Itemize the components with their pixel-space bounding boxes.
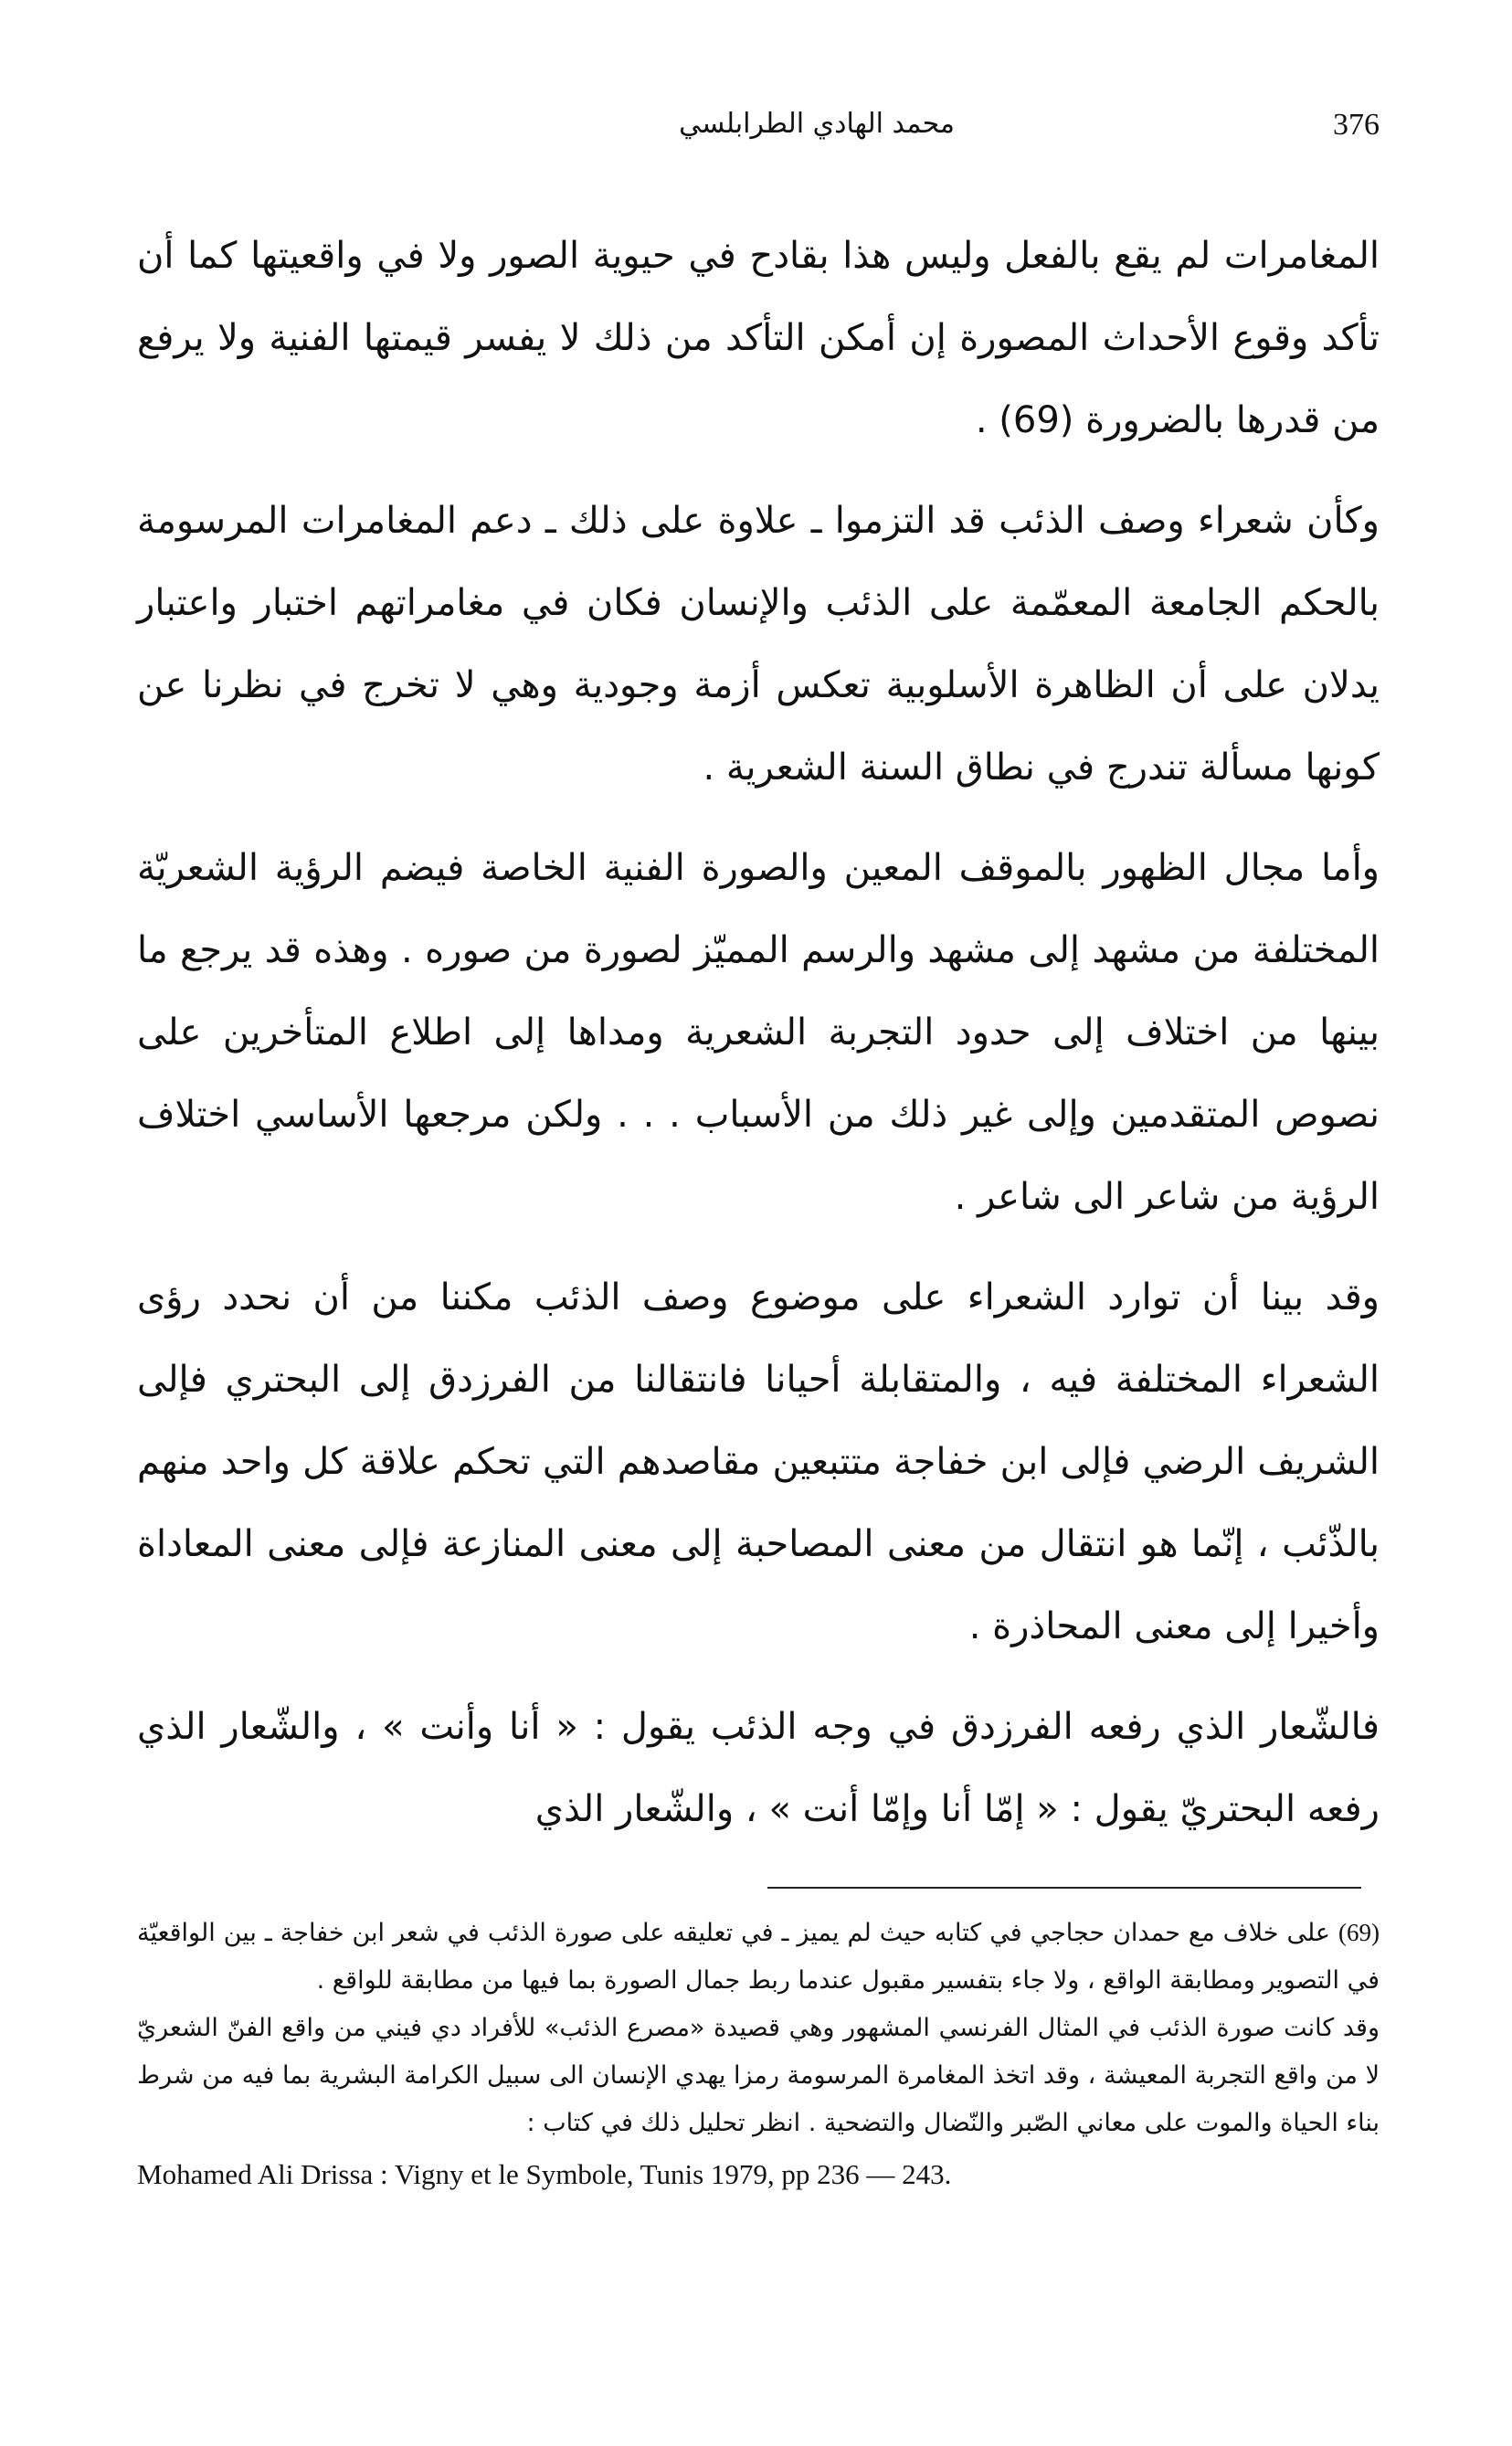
- book-page: [137, 101, 1380, 2198]
- paragraph-2: وكأن شعراء وصف الذئب قد التزموا ـ علاوة على ذلك ـ دعم المغامرات المرسومة بالحكم الجامعة المعمّمة على الذئب والإنسان فكان في مغامراتهم اختبار واعتبار يدلان على أن الظاهرة الأسلوبية تعكس أزمة وجودية وهي لا تخرج في نظرنا عن كونها مسألة تندرج في نطاق السنة الشعرية .: [137, 500, 1380, 789]
- footnotes: [137, 1909, 1380, 2147]
- running-head: محمد الهادي الطرابلسي: [679, 108, 955, 140]
- footnote-text: على خلاف مع حمدان حجاجي في كتابه حيث لم يميز ـ في تعليقه على صورة الذئب في شعر ابن خفاجة ـ بين الواقعيّة في التصوير ومطابقة الواقع ، ولا جاء بتفسير مقبول عندما ربط جمال الصورة بما فيها من مطابقة للواقع .: [137, 1919, 1380, 1995]
- page-header: [137, 101, 1380, 174]
- paragraph-3: وأما مجال الظهور بالموقف المعين والصورة الفنية الخاصة فيضم الرؤية الشعريّة المختلفة من مشهد إلى مشهد والرسم المميّز لصورة من صوره . وهذه قد يرجع ما بينها من اختلاف إلى حدود التجربة الشعرية ومداها إلى اطلاع المتأخرين على نصوص المتقدمين وإلى غير ذلك من الأسباب . . . ولكن مرجعها الأساسي اختلاف الرؤية من شاعر الى شاعر .: [137, 847, 1380, 1218]
- footnote-paragraph-2: وقد كانت صورة الذئب في المثال الفرنسي المشهور وهي قصيدة «مصرع الذئب» للأفراد دي فيني من واقع الفنّ الشعريّ لا من واقع التجربة المعيشة ، وقد اتخذ المغامرة المرسومة رمزا يهدي الإنسان الى سبيل الكرامة البشرية بما فيه من شرط بناء الحياة والموت على معاني الصّبر والنّضال والتضحية . انظر تحليل ذلك في كتاب :: [137, 2014, 1380, 2137]
- footnote-separator: [767, 1887, 1361, 1889]
- footnote-69: [137, 1909, 1380, 2005]
- page-number: 376: [1333, 108, 1380, 142]
- footnote-number: (69): [1338, 1919, 1380, 1946]
- paragraph-1: المغامرات لم يقع بالفعل وليس هذا بقادح في حيوية الصور ولا في واقعيتها كما أن تأكد وقوع الأحداث المصورة إن أمكن التأكد من ذلك لا يفسر قيمتها الفنية ولا يرفع من قدرها بالضرورة (69) .: [137, 235, 1380, 441]
- paragraph-5: فالشّعار الذي رفعه الفرزدق في وجه الذئب يقول : « أنا وأنت » ، والشّعار الذي رفعه البحتريّ يقول : « إمّا أنا وإمّا أنت » ، والشّعار الذي: [137, 1706, 1380, 1830]
- paragraph-4: وقد بينا أن توارد الشعراء على موضوع وصف الذئب مكننا من أن نحدد رؤى الشعراء المختلفة فيه ، والمتقابلة أحيانا فانتقالنا من الفرزدق إلى البحتري فإلى الشريف الرضي فإلى ابن خفاجة متتبعين مقاصدهم التي تحكم علاقة كل واحد منهم بالذّئب ، إنّما هو انتقال من معنى المصاحبة إلى معنى المنازعة فإلى معنى المعاداة وأخيرا إلى معنى المحاذرة .: [137, 1276, 1380, 1647]
- bibliographic-citation: Mohamed Ali Drissa : Vigny et le Symbole, Tunis 1979, pp 236 — 243.: [137, 2158, 952, 2190]
- main-text: [137, 215, 1380, 1850]
